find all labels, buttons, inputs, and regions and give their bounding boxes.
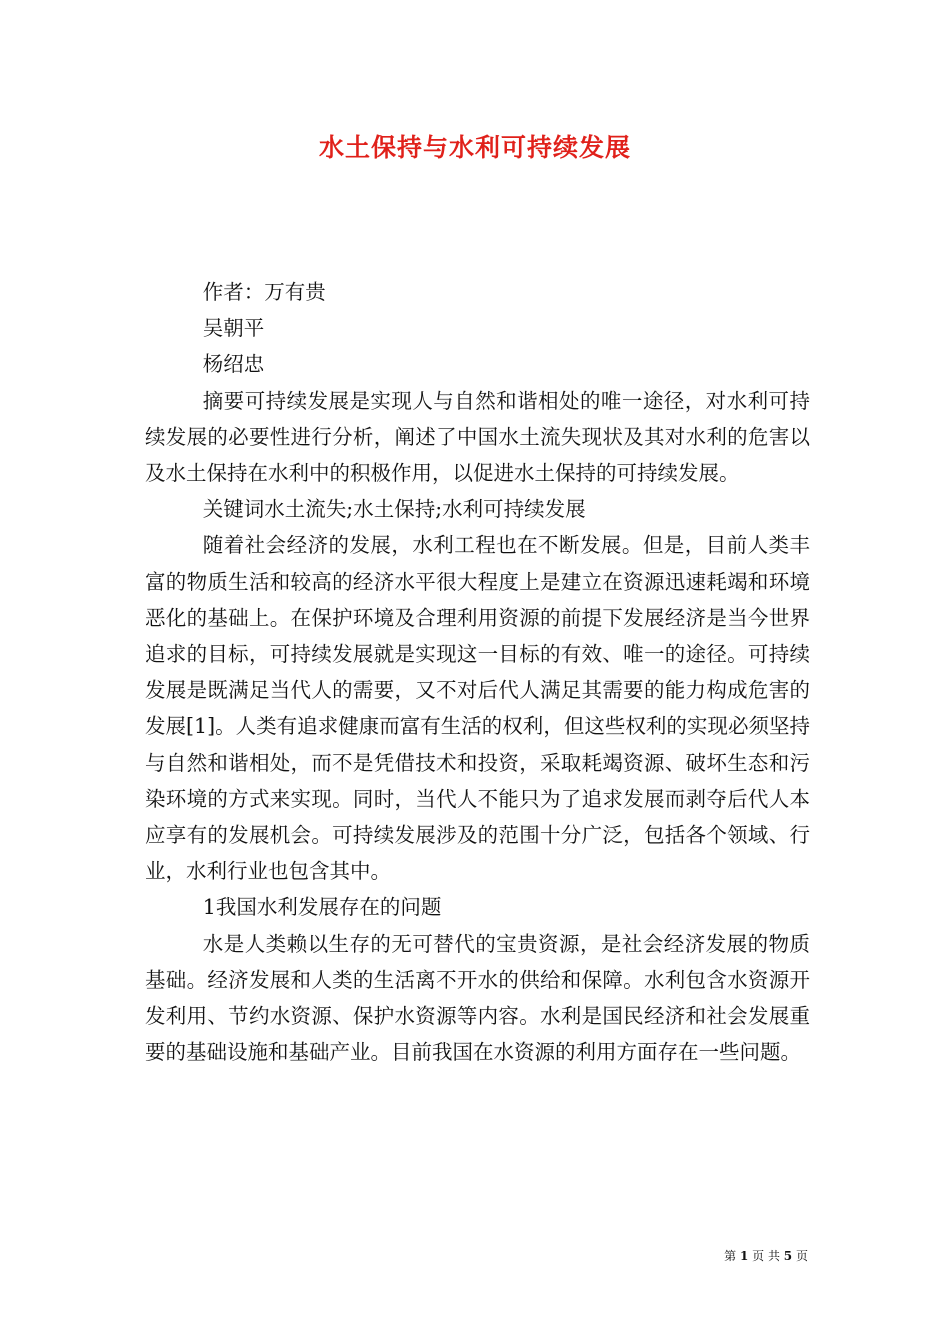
footer-suffix: 页: [795, 1249, 808, 1263]
abstract-paragraph: 摘要可持续发展是实现人与自然和谐相处的唯一途径，对水利可持续发展的必要性进行分析，阐述了中国水土流失现状及其对水利的危害以及水土保持在水利中的积极作用，以促进水土保持的可持续发展。: [145, 388, 810, 486]
current-page-number: 1: [739, 1249, 749, 1263]
body-paragraph: 随着社会经济的发展，水利工程也在不断发展。但是，目前人类丰富的物质生活和较高的经济水平很大程度上是建立在资源迅速耗竭和环境恶化的基础上。在保护环境及合理利用资源的前提下发展经济是当今世界追求的目标，可持续发展就是实现这一目标的有效、唯一的途径。可持续发展是既满足当代人的需要，又不对后代人满足其需要的能力构成危害的发展[1]。人类有追求健康而富有生活的权利，但这些权利的实现必须坚持与自然和谐相处，而不是凭借技术和投资，采取耗竭资源、破坏生态和污染环境的方式来实现。同时，当代人不能只为了追求发展而剥夺后代人本应享有的发展机会。可持续发展涉及的范围十分广泛，包括各个领域、行业，水利行业也包含其中。: [145, 533, 810, 884]
total-page-number: 5: [783, 1249, 793, 1263]
footer-middle: 页 共: [752, 1249, 780, 1263]
document-title: 水土保持与水利可持续发展: [318, 133, 631, 162]
page-number-footer: [724, 1247, 808, 1264]
document-body: [145, 274, 810, 1070]
author-line: 吴朝平: [202, 316, 265, 341]
keywords-paragraph: 关键词水土流失;水土保持;水利可持续发展: [202, 497, 586, 522]
section-heading: 1我国水利发展存在的问题: [202, 895, 442, 920]
author-line: 杨绍忠: [202, 352, 265, 377]
author-line: 作者：万有贵: [202, 280, 326, 304]
footer-prefix: 第: [724, 1249, 737, 1263]
body-paragraph: 水是人类赖以生存的无可替代的宝贵资源，是社会经济发展的物质基础。经济发展和人类的生活离不开水的供给和保障。水利包含水资源开发利用、节约水资源、保护水资源等内容。水利是国民经济和社会发展重要的基础设施和基础产业。目前我国在水资源的利用方面存在一些问题。: [145, 931, 810, 1065]
